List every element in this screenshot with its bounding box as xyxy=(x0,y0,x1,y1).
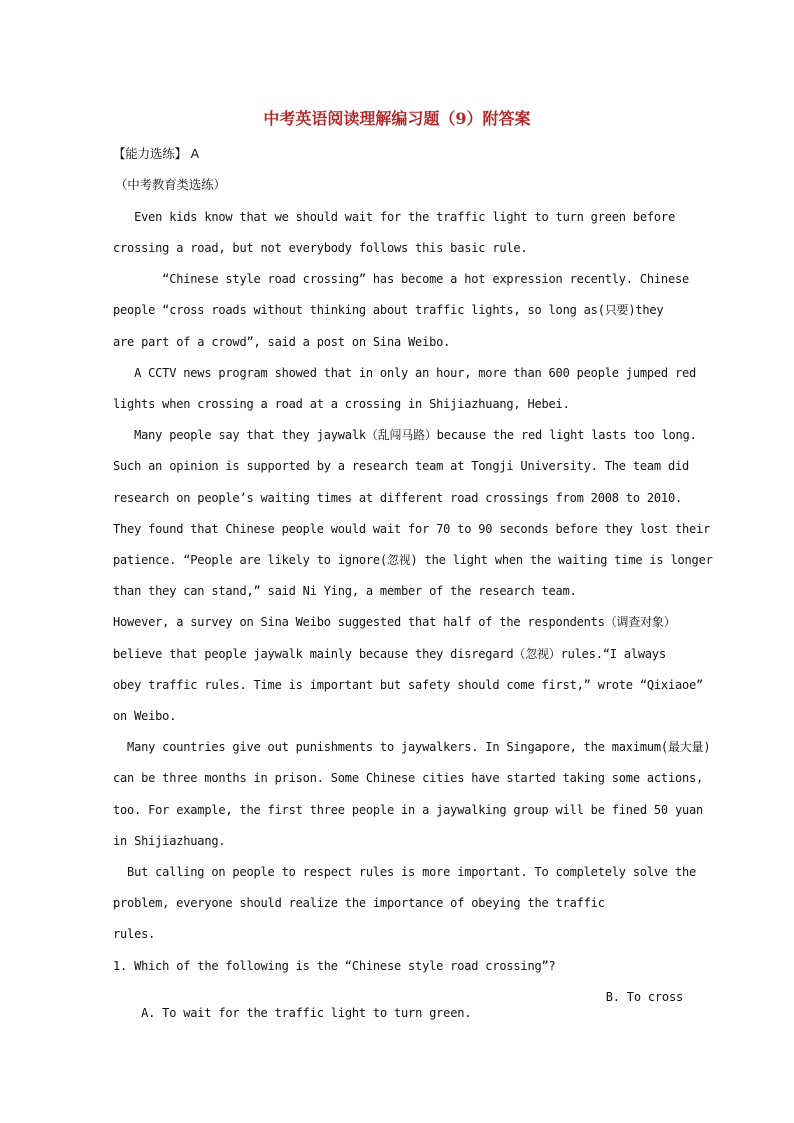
passage-line: lights when crossing a road at a crossing in Shijiazhuang, Hebei. xyxy=(113,397,570,411)
section-label: 【能力选练】 A xyxy=(113,146,199,161)
passage-line: are part of a crowd”, said a post on Sina Weibo. xyxy=(113,335,451,349)
passage-line: rules. xyxy=(113,927,156,941)
passage-line: A CCTV news program showed that in only an hour, more than 600 people jumped red xyxy=(113,366,697,380)
passage-line: in Shijiazhuang. xyxy=(113,834,226,848)
passage-line: However, a survey on Sina Weibo suggested that half of the respondents（调查对象） xyxy=(113,615,676,629)
passage-line: Such an opinion is supported by a research team at Tongji University. The team did xyxy=(113,459,690,473)
passage-line: than they can stand,” said Ni Ying, a member of the research team. xyxy=(113,584,577,598)
passage-line: problem, everyone should realize the importance of obeying the traffic xyxy=(113,896,605,910)
option-b: B. To cross xyxy=(605,990,683,1004)
passage-line: research on people’s waiting times at different road crossings from 2008 to 2010. xyxy=(113,491,682,505)
passage-line: But calling on people to respect rules is more important. To completely solve the xyxy=(113,865,697,879)
question-options xyxy=(113,989,683,1053)
passage-line: patience. “People are likely to ignore(忽视) the light when the waiting time is longer xyxy=(113,553,713,567)
subsection-label: （中考教育类选练） xyxy=(115,177,226,192)
question-text: 1. Which of the following is the “Chinese style road crossing”? xyxy=(113,959,556,973)
passage-line: Even kids know that we should wait for the traffic light to turn green before xyxy=(113,210,675,224)
passage-line: Many people say that they jaywalk（乱闯马路）because the red light lasts too long. xyxy=(113,428,697,442)
passage-line: obey traffic rules. Time is important but safety should come first,” wrote “Qixiaoe” xyxy=(113,678,704,692)
passage-line: “Chinese style road crossing” has become a hot expression recently. Chinese xyxy=(113,272,690,286)
passage-line: Many countries give out punishments to jaywalkers. In Singapore, the maximum(最大量) xyxy=(113,740,711,754)
option-a: A. To wait for the traffic light to turn green. xyxy=(141,1006,472,1020)
passage-line: too. For example, the first three people in a jaywalking group will be fined 50 yuan xyxy=(113,803,704,817)
passage-line: crossing a road, but not everybody follows this basic rule. xyxy=(113,241,528,255)
passage-line: They found that Chinese people would wait for 70 to 90 seconds before they lost their xyxy=(113,522,711,536)
page-title: 中考英语阅读理解编习题（9）附答案 xyxy=(263,109,531,128)
passage-line: people “cross roads without thinking about traffic lights, so long as(只要)they xyxy=(113,303,664,317)
passage-line: believe that people jaywalk mainly because they disregard（忽视）rules.“I always xyxy=(113,647,666,661)
passage-line: on Weibo. xyxy=(113,709,177,723)
passage-line: can be three months in prison. Some Chinese cities have started taking some actions, xyxy=(113,771,704,785)
